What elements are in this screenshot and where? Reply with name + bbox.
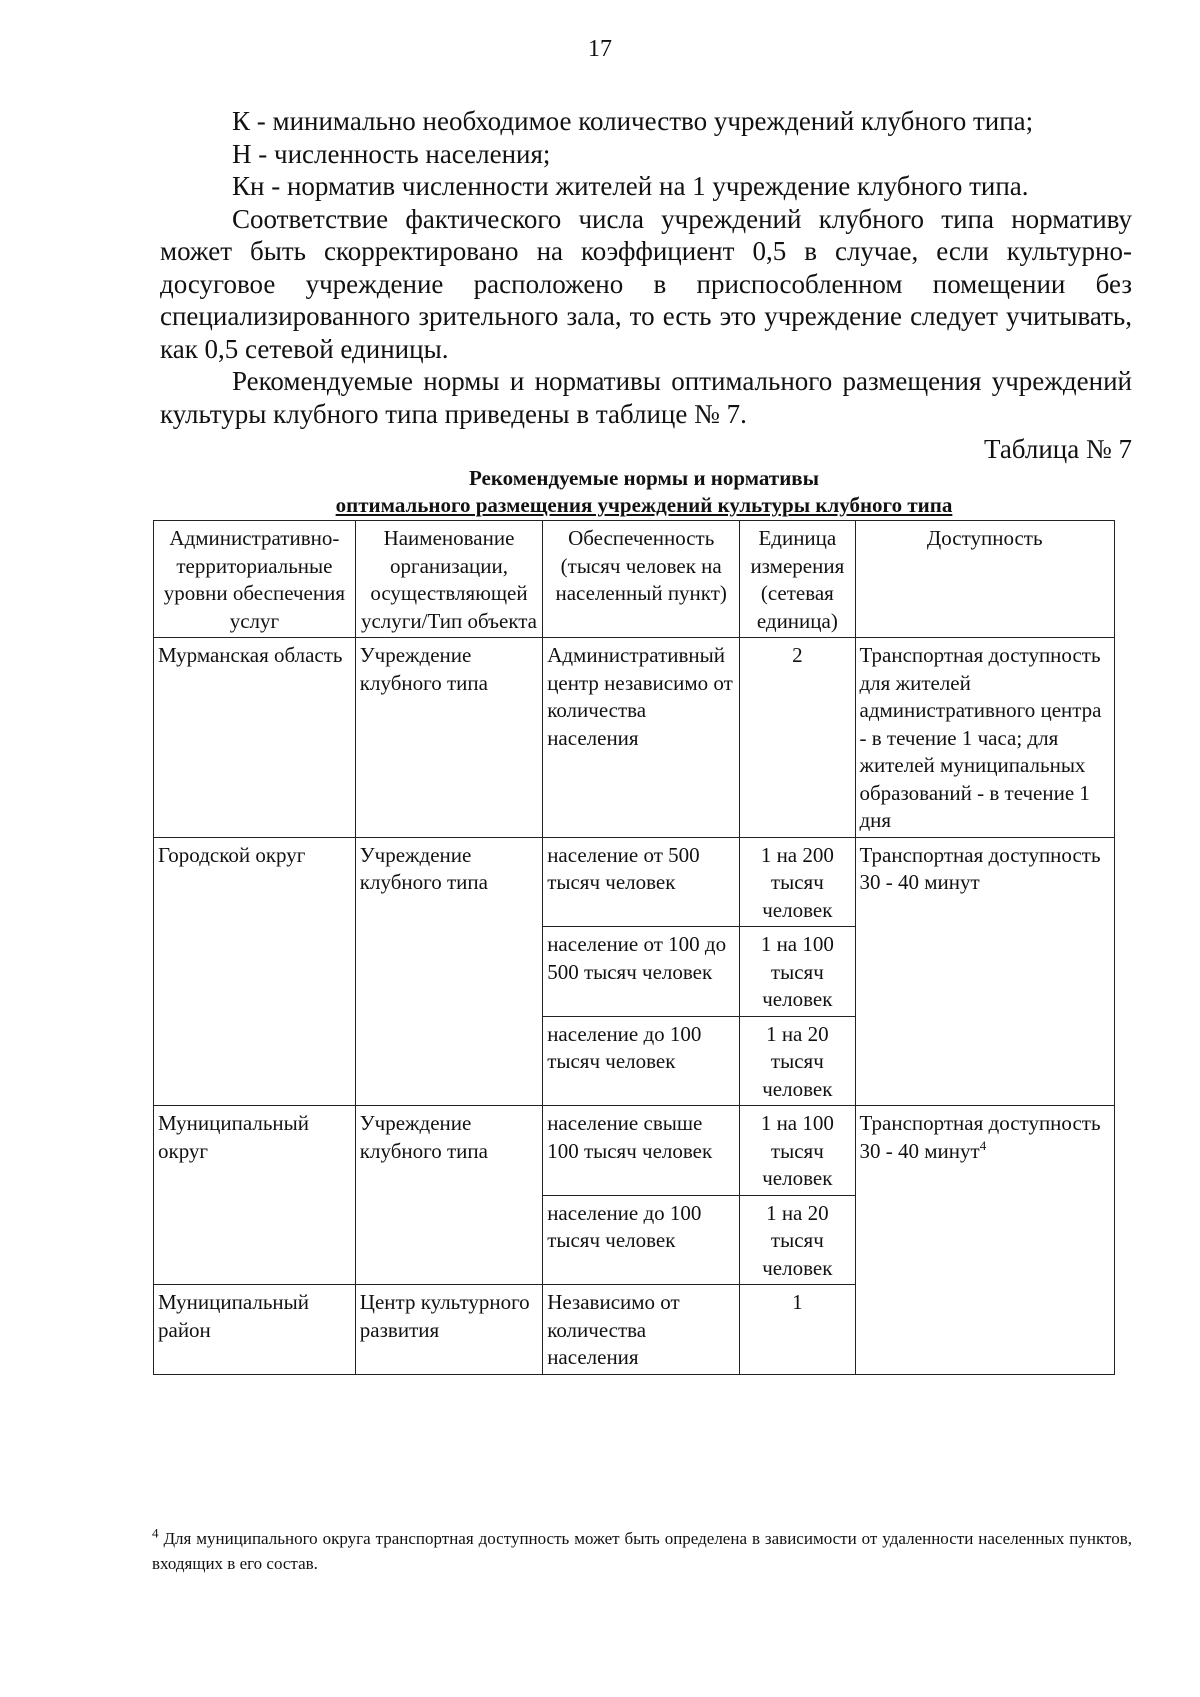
- cell-unit: 2: [740, 638, 855, 838]
- cell-level: Муниципальный округ: [154, 1106, 356, 1285]
- header-level: Административно-территориальные уровни обеспечения услуг: [154, 521, 356, 638]
- table-header-row: [154, 521, 1115, 638]
- header-organization: Наименование организации, осуществляющей услуги/Тип объекта: [355, 521, 542, 638]
- table-title-line2: оптимального размещения учреждений культуры клубного типа: [335, 493, 953, 517]
- cell-coverage: население свыше 100 тысяч человек: [543, 1106, 740, 1196]
- cell-access: [855, 1106, 1115, 1375]
- footnote-text: Для муниципального округа транспортная доступность может быть определена в зависимости от удаленности населенных пунктов, входящих в его состав.: [152, 1529, 1132, 1573]
- cell-level: Муниципальный район: [154, 1285, 356, 1375]
- footnote-mark: 4: [152, 1525, 159, 1541]
- footnote: [152, 1526, 1132, 1576]
- cell-access: Транспортная доступность для жителей административного центра - в течение 1 часа; для жителей муниципальных образований - в течение 1 дня: [855, 638, 1115, 838]
- definition-n: Н - численность населения;: [232, 138, 551, 169]
- definition-k: К - минимально необходимое количество учреждений клубного типа;: [232, 106, 1034, 136]
- page-number: 17: [588, 36, 612, 62]
- cell-coverage: население от 500 тысяч человек: [543, 837, 740, 927]
- table-row: [154, 1106, 1115, 1196]
- cell-unit: 1 на 100 тысяч человек: [740, 927, 855, 1017]
- cell-organization: Учреждение клубного типа: [355, 638, 542, 838]
- cell-coverage: население до 100 тысяч человек: [543, 1016, 740, 1106]
- norms-table: [153, 520, 1115, 1375]
- cell-coverage: население от 100 до 500 тысяч человек: [543, 927, 740, 1017]
- cell-unit: 1 на 100 тысяч человек: [740, 1106, 855, 1196]
- header-coverage: Обеспеченность (тысяч человек на населенный пункт): [543, 521, 740, 638]
- cell-unit: 1: [740, 1285, 855, 1375]
- table-reference-paragraph: Рекомендуемые нормы и нормативы оптимального размещения учреждений культуры клубного типа приведены в таблице № 7.: [160, 366, 1132, 429]
- cell-organization: Учреждение клубного типа: [355, 837, 542, 1106]
- cell-access: Транспортная доступность 30 - 40 минут: [855, 837, 1115, 1106]
- access-text: Транспортная доступность 30 - 40 минут: [859, 1111, 1101, 1163]
- cell-unit: 1 на 20 тысяч человек: [740, 1195, 855, 1285]
- cell-unit: 1 на 20 тысяч человек: [740, 1016, 855, 1106]
- definition-kn: Кн - норматив численности жителей на 1 учреждение клубного типа.: [232, 171, 1029, 201]
- header-unit: Единица измерения (сетевая единица): [740, 521, 855, 638]
- cell-level: Мурманская область: [154, 638, 356, 838]
- cell-coverage: Независимо от количества населения: [543, 1285, 740, 1375]
- header-access: Доступность: [855, 521, 1115, 638]
- cell-organization: Центр культурного развития: [355, 1285, 542, 1375]
- table-label: Таблица № 7: [984, 434, 1132, 464]
- cell-level: Городской округ: [154, 837, 356, 1106]
- cell-coverage: Административный центр независимо от количества населения: [543, 638, 740, 838]
- correction-paragraph: Соответствие фактического числа учреждений клубного типа нормативу может быть скорректировано на коэффициент 0,5 в случае, если культурно-досуговое учреждение расположено в приспособленном помещении без специализированного зрительного зала, то есть это учреждение следует учитывать, как 0,5 сетевой единицы.: [160, 203, 1132, 364]
- cell-coverage: население до 100 тысяч человек: [543, 1195, 740, 1285]
- cell-unit: 1 на 200 тысяч человек: [740, 837, 855, 927]
- table-row: [154, 837, 1115, 927]
- table-row: [154, 638, 1115, 838]
- body-text: [160, 105, 1132, 430]
- footnote-reference[interactable]: 4: [979, 1137, 987, 1153]
- table-title-line1: Рекомендуемые нормы и нормативы: [468, 466, 820, 490]
- cell-organization: Учреждение клубного типа: [355, 1106, 542, 1285]
- table-title: [150, 465, 1138, 519]
